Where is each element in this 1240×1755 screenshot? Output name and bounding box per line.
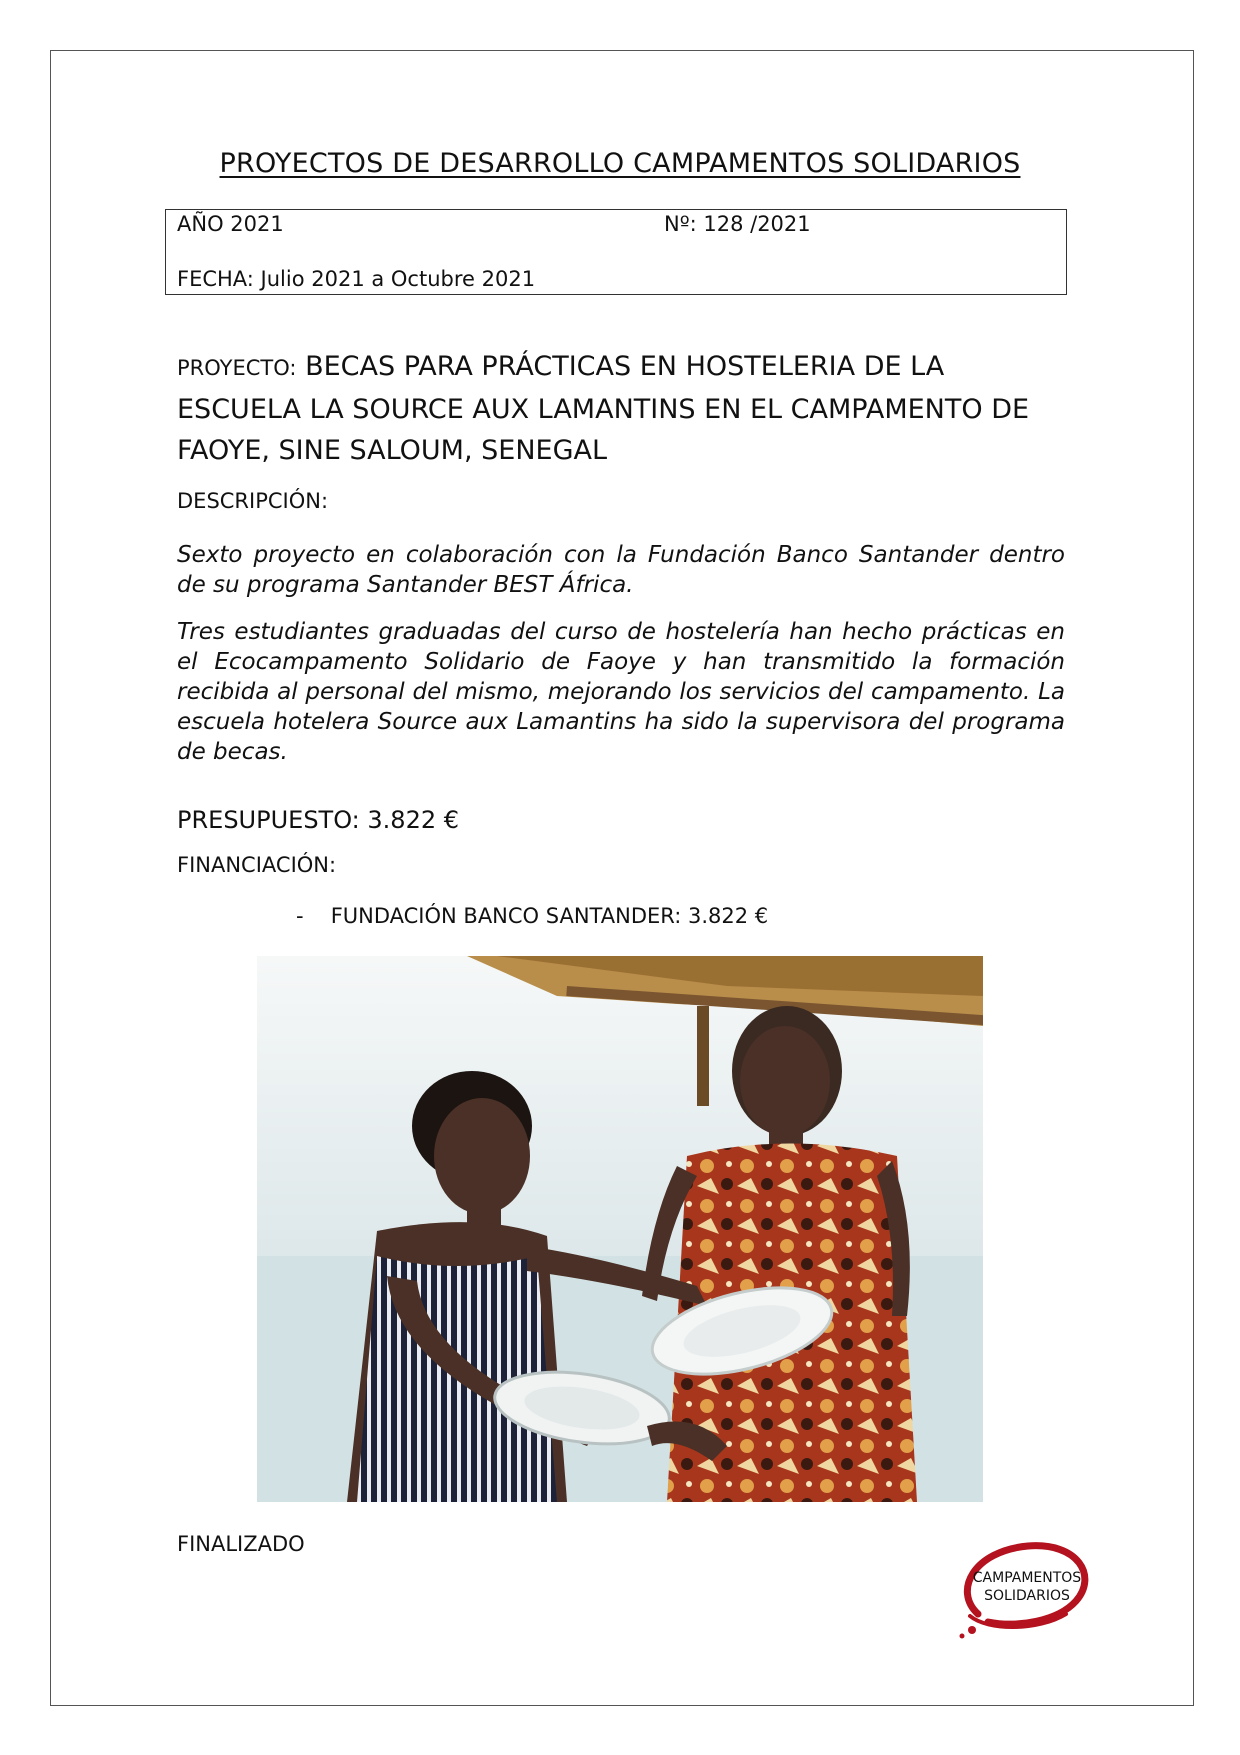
- project-status: FINALIZADO: [177, 1532, 305, 1556]
- financing-item: [296, 904, 768, 928]
- logo-text-line2: SOLIDARIOS: [984, 1588, 1070, 1604]
- budget: PRESUPUESTO: 3.822 €: [177, 806, 459, 834]
- description-paragraph-1: Sexto proyecto en colaboración con la Fundación Banco Santander dentro de su programa Santander BEST África.: [177, 542, 1065, 598]
- campamentos-solidarios-logo: [948, 1536, 1098, 1648]
- description-paragraph-2: Tres estudiantes graduadas del curso de hostelería han hecho prácticas en el Ecocampamento Solidario de Faoye y han transmitido la formación recibida al personal del mismo, mejorando los servicios del campamento. La escuela hotelera Source aux Lamantins ha sido la supervisora del programa de becas.: [177, 619, 1065, 765]
- project-photo: [257, 956, 983, 1502]
- year-label: AÑO 2021: [177, 212, 284, 236]
- list-dash: -: [296, 904, 304, 928]
- financing-label: FINANCIACIÓN:: [177, 853, 337, 877]
- project-heading: [177, 346, 1067, 471]
- date-label: FECHA: Julio 2021 a Octubre 2021: [177, 267, 536, 291]
- description-label: DESCRIPCIÓN:: [177, 489, 329, 513]
- logo-text-line1: CAMPAMENTOS: [972, 1570, 1082, 1586]
- financing-item-text: FUNDACIÓN BANCO SANTANDER: 3.822 €: [330, 904, 769, 928]
- page-title: PROYECTOS DE DESARROLLO CAMPAMENTOS SOLIDARIOS: [219, 148, 1021, 179]
- project-name: BECAS PARA PRÁCTICAS EN HOSTELERIA DE LA ESCUELA LA SOURCE AUX LAMANTINS EN EL CAMPAMENTO DE FAOYE, SINE SALOUM, SENEGAL: [177, 351, 1030, 466]
- project-label: PROYECTO:: [177, 356, 297, 380]
- project-number: Nº: 128 /2021: [664, 212, 811, 236]
